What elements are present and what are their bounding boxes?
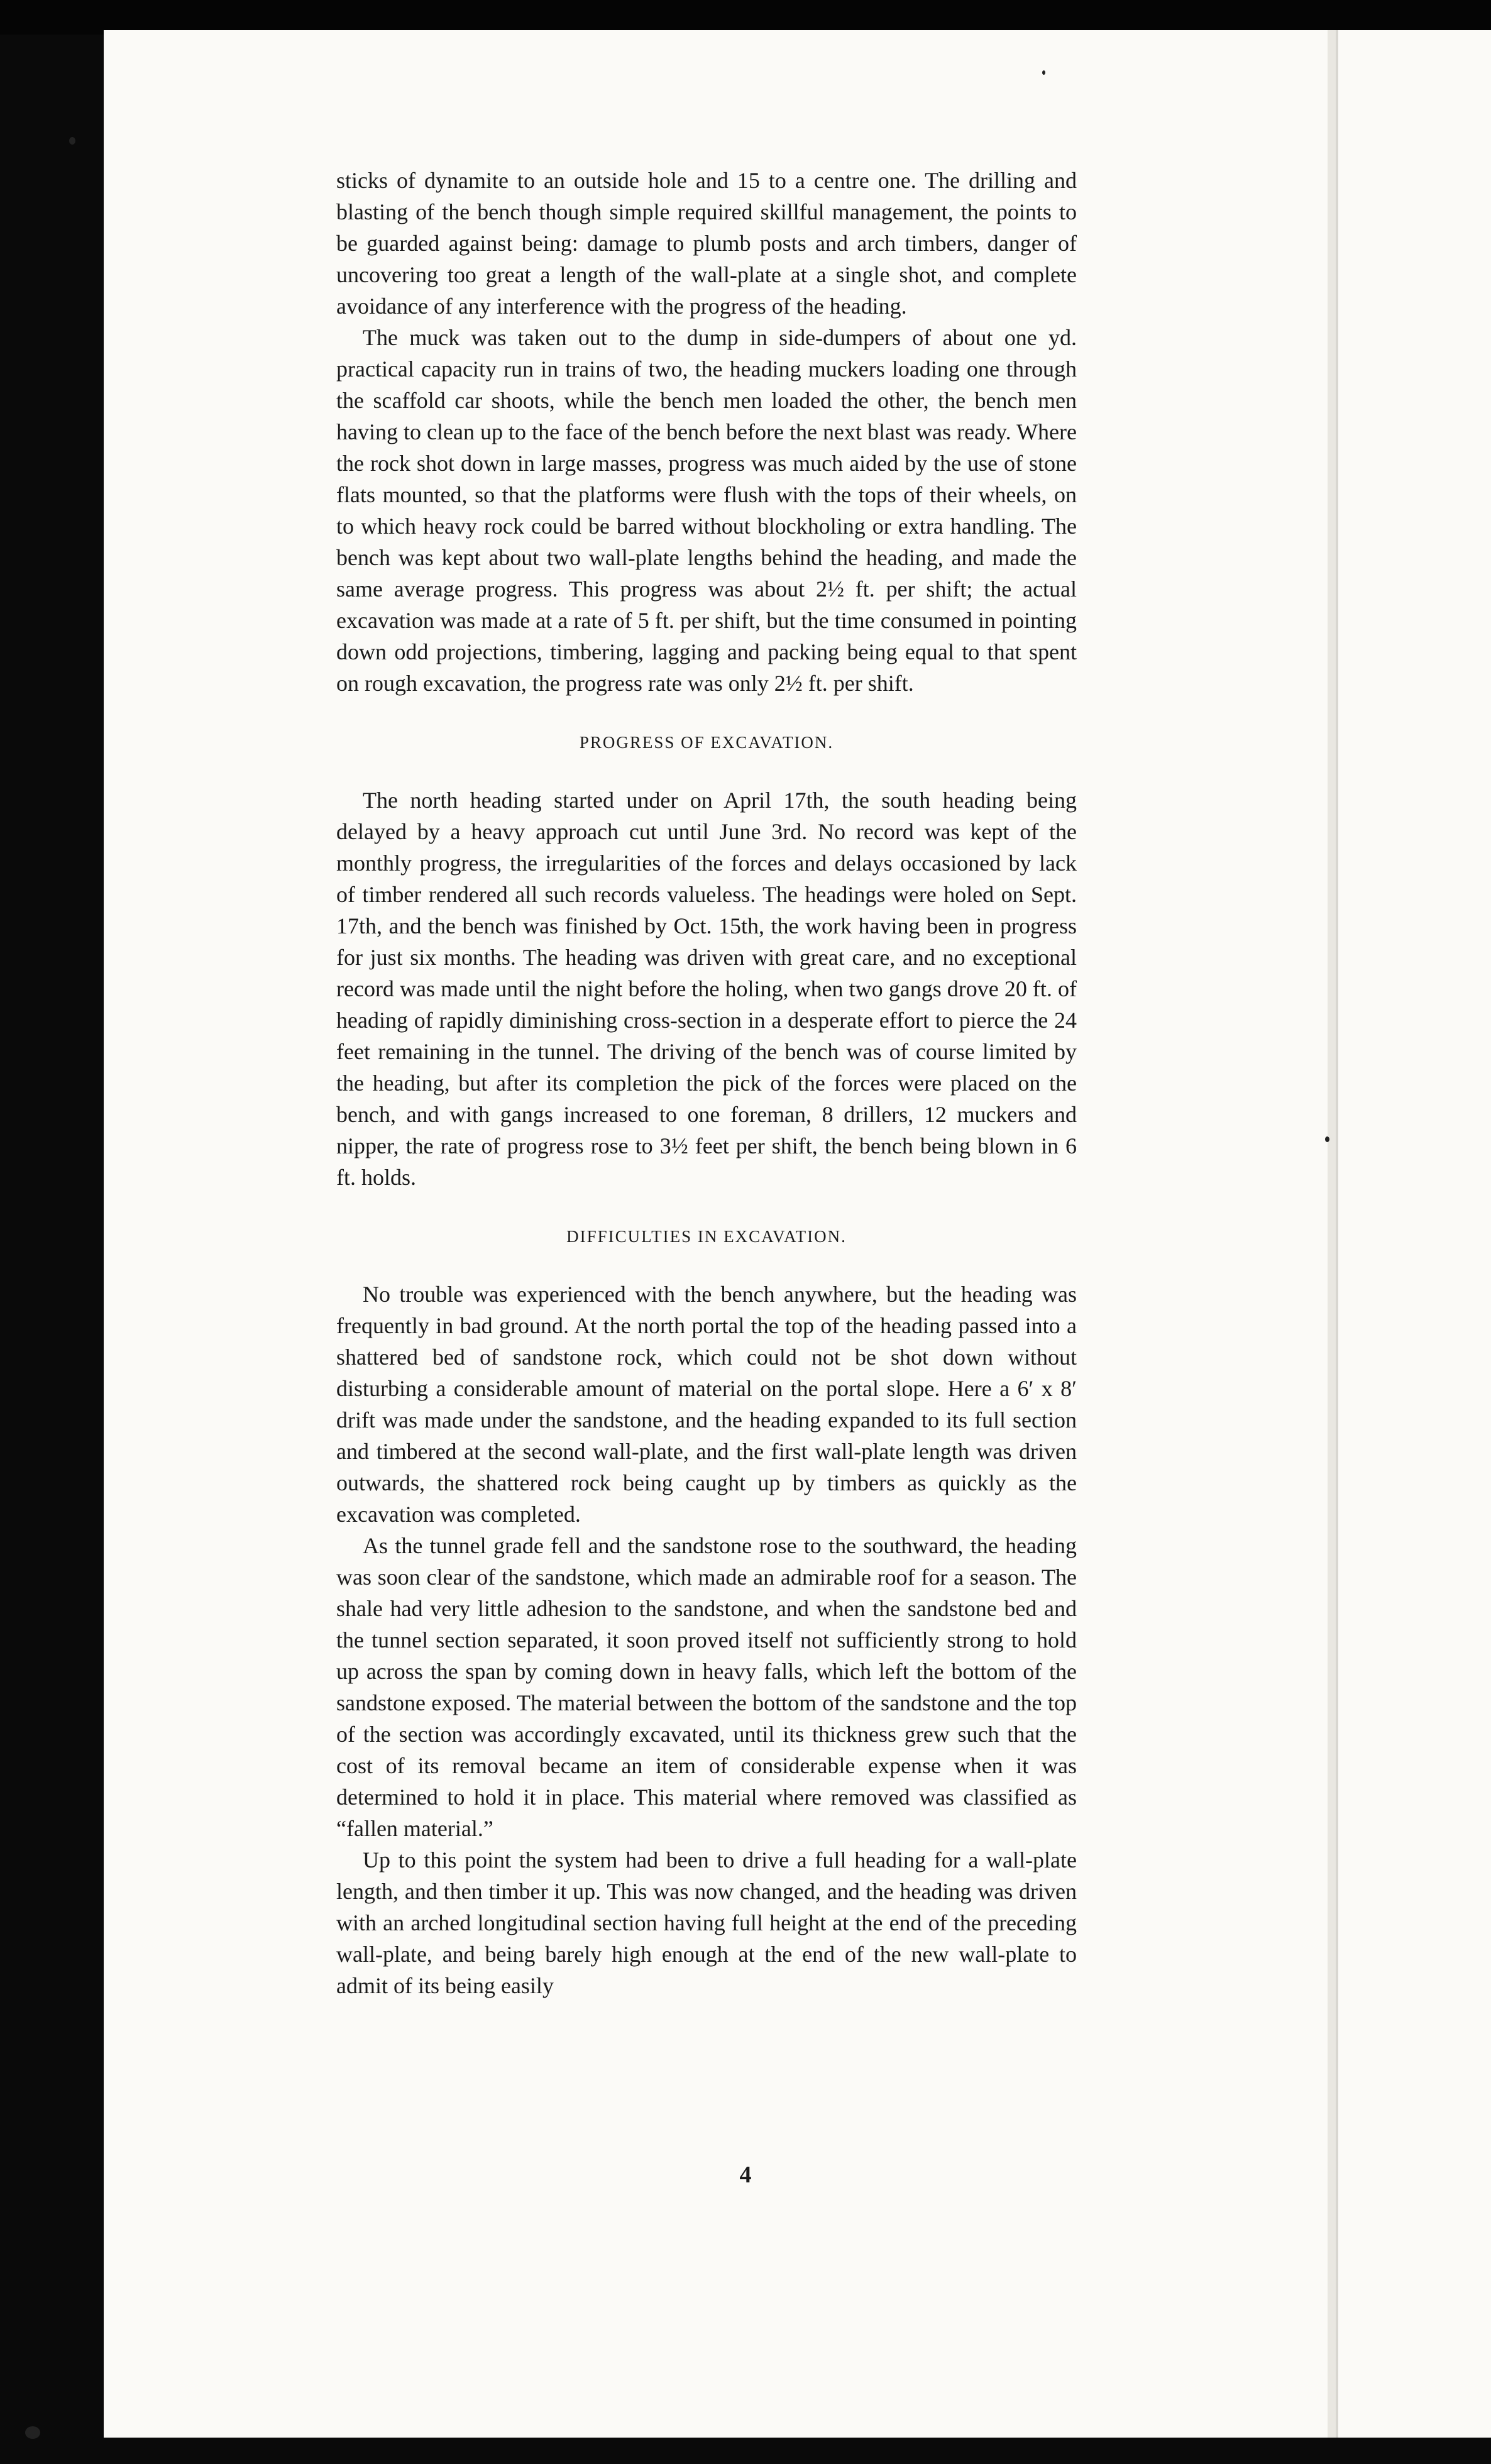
scan-speck <box>25 2426 40 2439</box>
section-heading-difficulties: DIFFICULTIES IN EXCAVATION. <box>566 1227 847 1246</box>
section-heading-progress: PROGRESS OF EXCAVATION. <box>579 733 834 752</box>
adjacent-page-edge <box>1336 30 1491 2438</box>
scan-speck <box>1325 1136 1329 1142</box>
paragraph-1: sticks of dynamite to an outside hole and 15 to a centre one. The drilling and blasting of the bench though simple required skillful management, the points to be guarded against being: damage to plumb posts and arch timbers, danger of uncovering too great a length of the wall-plate at a single shot, and complete avoidance of any interference with the progress of the heading. <box>336 168 1077 319</box>
page-number: 4 <box>739 2162 752 2188</box>
scan-speck <box>69 137 75 145</box>
body-text <box>336 165 1077 2001</box>
scan-top-border <box>0 0 1491 35</box>
scan-speck <box>1042 70 1045 75</box>
paragraph-4: No trouble was experienced with the bench anywhere, but the heading was frequently in bad ground. At the north portal the top of the heading passed into a shattered bed of sandstone rock, which could not be shot down without disturbing a considerable amount of material on the portal slope. Here a 6′ x 8′ drift was made under the sandstone, and the heading expanded to its full section and timbered at the second wall-plate, and the first wall-plate length was driven outwards, the shattered rock being caught up by timbers as quickly as the excavation was completed. <box>336 1282 1077 1527</box>
page-gutter <box>1328 30 1336 2438</box>
paragraph-3: The north heading started under on April 17th, the south heading being delayed by a heavy approach cut until June 3rd. No record was kept of the monthly progress, the irregularities of the forces and delays occasioned by lack of timber rendered all such records valueless. The headings were holed on Sept. 17th, and the bench was finished by Oct. 15th, the work having been in progress for just six months. The heading was driven with great care, and no exceptional record was made until the night before the holing, when two gangs drove 20 ft. of heading of rapidly diminishing cross-section in a desperate effort to pierce the 24 feet remaining in the tunnel. The driving of the bench was of course limited by the heading, but after its completion the pick of the forces were placed on the bench, and with gangs increased to one foreman, 8 drillers, 12 muckers and nipper, the rate of progress rose to 3½ feet per shift, the bench being blown in 6 ft. holds. <box>336 788 1077 1190</box>
paragraph-6: Up to this point the system had been to drive a full heading for a wall-plate length, and then timber it up. This was now changed, and the heading was driven with an arched longitudinal section having full height at the end of the preceding wall-plate, and being barely high enough at the end of the new wall-plate to admit of its being easily <box>336 1847 1077 1998</box>
paragraph-2: The muck was taken out to the dump in side-dumpers of about one yd. practical capacity run in trains of two, the heading muckers loading one through the scaffold car shoots, while the bench men loaded the other, the bench men having to clean up to the face of the bench before the next blast was ready. Where the rock shot down in large masses, progress was much aided by the use of stone flats mounted, so that the platforms were flush with the tops of their wheels, on to which heavy rock could be barred without blockholing or extra handling. The bench was kept about two wall-plate lengths behind the heading, and made the same average progress. This progress was about 2½ ft. per shift; the actual excavation was made at a rate of 5 ft. per shift, but the time consumed in pointing down odd projections, timbering, lagging and packing being equal to that spent on rough excavation, the progress rate was only 2½ ft. per shift. <box>336 325 1077 696</box>
paragraph-5: As the tunnel grade fell and the sandstone rose to the southward, the heading was soon clear of the sandstone, which made an admirable roof for a season. The shale had very little adhesion to the sandstone, and when the sandstone bed and the tunnel section separated, it soon proved itself not sufficiently strong to hold up across the span by coming down in heavy falls, which left the bottom of the sandstone exposed. The material between the bottom of the sandstone and the top of the section was accordingly excavated, until its thickness grew such that the cost of its removal became an item of considerable expense when it was determined to hold it in place. This material where removed was classified as “fallen material.” <box>336 1533 1077 1841</box>
